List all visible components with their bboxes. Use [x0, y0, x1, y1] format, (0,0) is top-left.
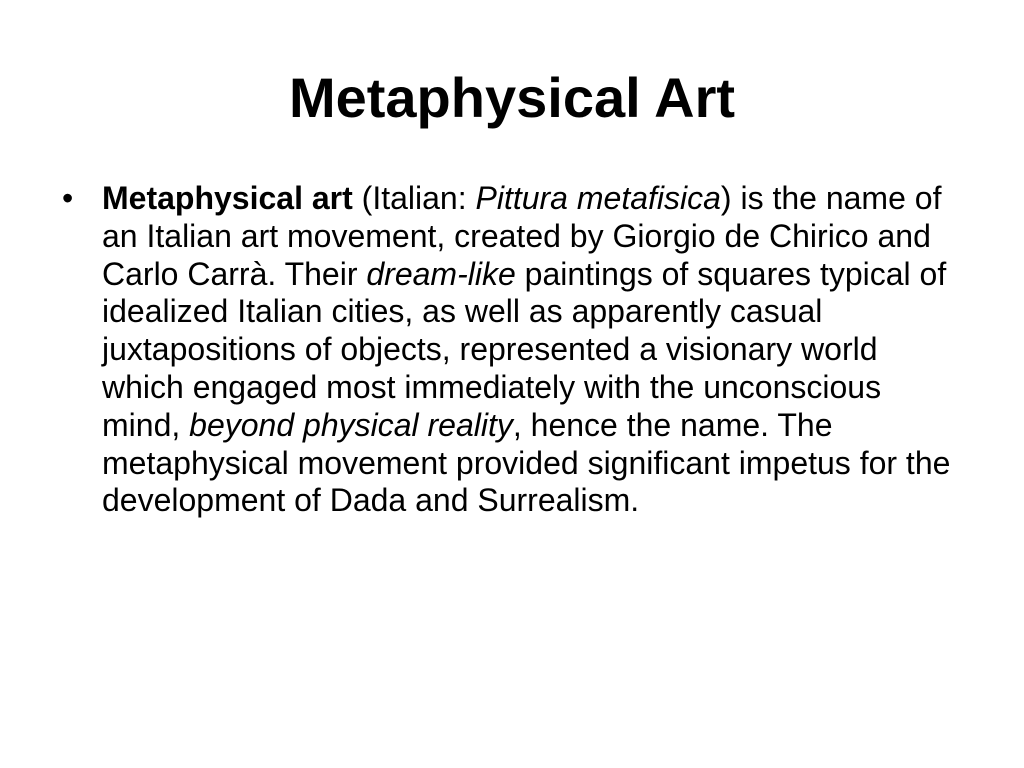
italic-segment-1: Pittura metafisica — [475, 180, 721, 216]
text-segment-4: , hence the name. The metaphysical movement provided significant impetus for the development of Dada and Surrealism. — [102, 406, 951, 519]
bullet-text — [102, 180, 950, 518]
text-segment-2: ) is the name of an Italian art movement, created by Giorgio de Chirico and Carlo Carrà. Their — [102, 180, 942, 292]
bold-term: Metaphysical art — [102, 180, 353, 216]
italic-segment-3: beyond physical reality — [189, 406, 513, 443]
bullet-item — [62, 180, 962, 520]
italic-segment-2: dream-like — [366, 255, 516, 292]
bullet-marker: • — [62, 180, 74, 216]
text-segment-1: (Italian: — [352, 180, 476, 216]
bullet-list — [62, 180, 962, 520]
text-segment-3: paintings of squares typical of idealized Italian cities, as well as apparently casual juxtapositions of objects, represented a visionary world which engaged most immediately with the unconscious mind, — [102, 255, 947, 443]
slide-title: Metaphysical Art — [288, 66, 736, 129]
